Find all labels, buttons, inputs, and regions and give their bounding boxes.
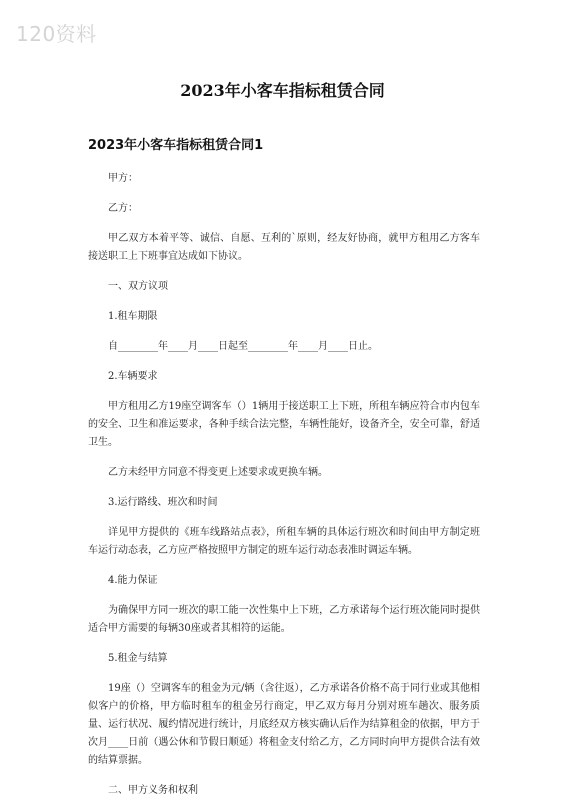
preamble-paragraph: 甲乙双方本着平等、诚信、自愿、互利的`原则，经友好协商，就甲方租用乙方客车接送职工上下班事宜达成如下协议。 [88,233,480,262]
heading-rent-settlement: 5.租金与结算 [108,653,168,664]
heading-capacity: 4.能力保证 [108,575,158,586]
document-body [88,170,480,812]
rental-period-paragraph: 自________年____月____日起至________年____月____日止。 [108,341,378,352]
vehicle-requirements-paragraph: 甲方租用乙方19座空调客车（）1辆用于接送职工上下班，所租车辆应符合市内包车的安全、卫生和准运要求，各种手续合法完整，车辆性能好，设备齐全，安全可靠，舒适卫生。 [88,401,480,448]
party-a-line: 甲方： [108,173,138,184]
heading-route-schedule: 3.运行路线、班次和时间 [108,497,218,508]
heading-party-a-obligations: 二、甲方义务和权利 [108,785,198,796]
route-schedule-paragraph: 详见甲方提供的《班车线路站点表》，所租车辆的具体运行班次和时间由甲方制定班车运行动态表，乙方应严格按照甲方制定的班车运行动态表准时调运车辆。 [88,527,480,556]
document-title: 2023年小客车指标租赁合同 [180,81,385,100]
section-title: 2023年小客车指标租赁合同1 [88,138,264,153]
heading-rental-period: 1.租车期限 [108,311,158,322]
heading-vehicle-requirements: 2.车辆要求 [108,371,158,382]
rent-settlement-paragraph: 19座（）空调客车的租金为元/辆（含往返），乙方承诺各价格不高于同行业或其他相似客户的价格，甲方临时租车的租金另行商定，甲乙双方每月分别对班车趟次、服务质量、运行状况、履约情况进行统计，月底经双方核实确认后作为结算租金的依据，甲方于次月____日前（遇公休和节假日顺延）将租金支付给乙方，乙方同时向甲方提供合法有效的结算票据。 [88,683,480,766]
capacity-paragraph: 为确保甲方同一班次的职工能一次性集中上下班，乙方承诺每个运行班次能同时提供适合甲方需要的每辆30座或者其相符的运能。 [88,605,480,634]
watermark: 120资料 [16,22,97,46]
heading-mutual-terms: 一、双方议项 [108,281,168,292]
vehicle-change-paragraph: 乙方未经甲方同意不得变更上述要求或更换车辆。 [108,467,328,478]
party-b-line: 乙方： [108,203,138,214]
